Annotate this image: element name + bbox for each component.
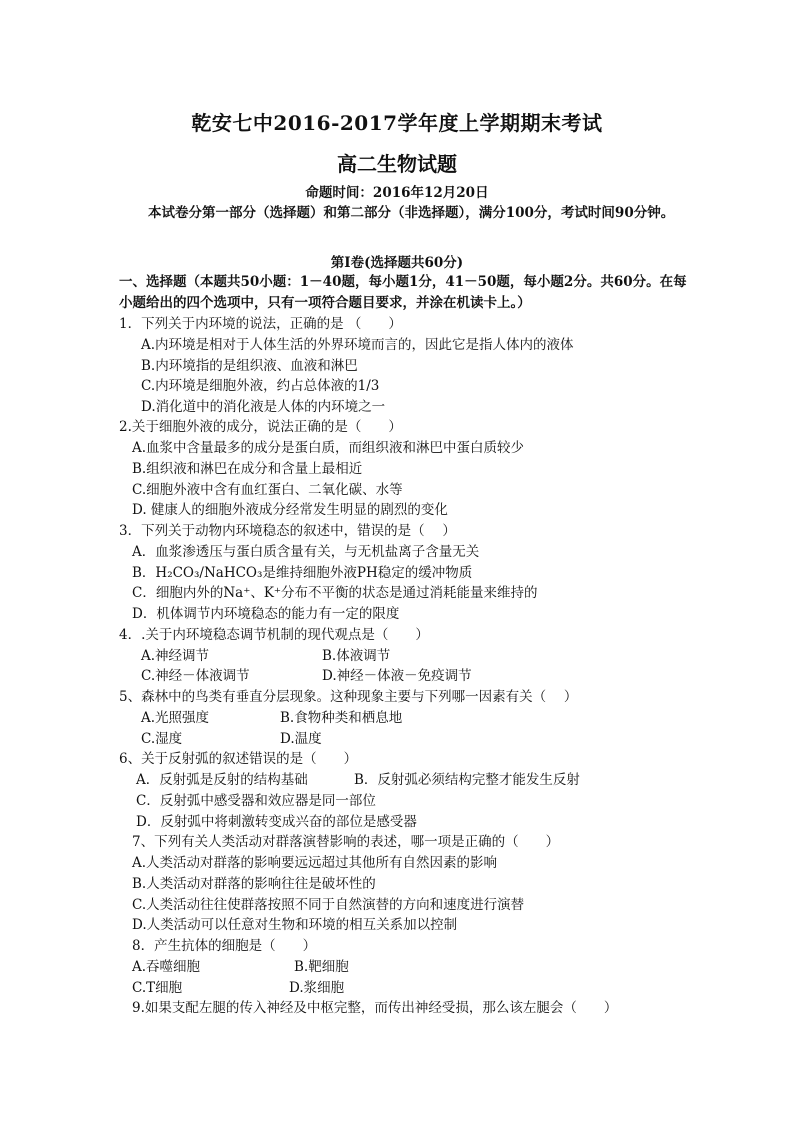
exam-title: 乾安七中2016-2017学年度上学期期末考试 <box>191 111 603 135</box>
question-option: D. 健康人的细胞外液成分经常发生明显的剧烈的变化 <box>132 502 448 518</box>
section-instructions: 一、选择题（本题共50小题：1－40题，每小题1分，41－50题，每小题2分。共60分。在每小题给出的四个选项中，只有一项符合题目要求，并涂在机读卡上。） <box>119 274 687 311</box>
question-option: C.T细胞 <box>132 980 183 996</box>
question-option: D．反射弧中将刺激转变成兴奋的部位是感受器 <box>136 814 417 830</box>
exam-subtitle: 高二生物试题 <box>337 152 457 176</box>
question-option: D.消化道中的消化液是人体的内环境之一 <box>141 399 386 415</box>
question-option: D.神经－体液－免疫调节 <box>322 668 472 684</box>
question-stem: 9.如果支配左腿的传入神经及中枢完整，而传出神经受损，那么该左腿会（ ） <box>132 1000 618 1016</box>
question-option: B.食物种类和栖息地 <box>280 710 403 726</box>
question-option: B.内环境指的是组织液、血液和淋巴 <box>141 358 358 374</box>
question-option: A.内环境是相对于人体生活的外界环境而言的，因此它是指人体内的液体 <box>141 337 574 353</box>
question-option: C.内环境是细胞外液，约占总体液的1/3 <box>141 378 380 394</box>
question-option: D.人类活动可以任意对生物和环境的相互关系加以控制 <box>132 917 458 933</box>
question-option: C.人类活动往往使群落按照不同于自然演替的方向和速度进行演替 <box>132 897 525 913</box>
question-option: A.光照强度 <box>141 710 210 726</box>
question-option: A.吞噬细胞 <box>132 959 201 975</box>
exam-intro: 本试卷分第一部分（选择题）和第二部分（非选择题），满分100分，考试时间90分钟。 <box>148 205 675 221</box>
question-option: B．H₂CO₃/NaHCO₃是维持细胞外液PH稳定的缓冲物质 <box>132 565 473 581</box>
exam-time: 命题时间：2016年12月20日 <box>305 185 489 201</box>
question-stem: 7、下列有关人类活动对群落演替影响的表述，哪一项是正确的（ ） <box>132 834 560 850</box>
question-option: B.组织液和淋巴在成分和含量上最相近 <box>132 461 363 477</box>
question-stem: 3．下列关于动物内环境稳态的叙述中，错误的是（ ） <box>119 523 456 539</box>
question-option: C.湿度 <box>141 731 183 747</box>
question-stem: 6、关于反射弧的叙述错误的是（ ） <box>119 751 358 767</box>
question-option: B.体液调节 <box>322 648 391 664</box>
section-title: 第I卷(选择题共60分) <box>330 255 464 271</box>
question-option: A．反射弧是反射的结构基础 <box>136 772 308 788</box>
question-option: C．细胞内外的Na⁺、K⁺分布不平衡的状态是通过消耗能量来维持的 <box>132 585 538 601</box>
question-option: C.神经－体液调节 <box>141 668 250 684</box>
question-option: B.靶细胞 <box>294 959 349 975</box>
question-option: A.神经调节 <box>141 648 210 664</box>
question-option: A.血浆中含量最多的成分是蛋白质，而组织液和淋巴中蛋白质较少 <box>132 440 525 456</box>
question-stem: 8．产生抗体的细胞是（ ） <box>132 938 317 954</box>
question-stem: 2.关于细胞外液的成分，说法正确的是（ ） <box>119 419 402 435</box>
question-option: D.浆细胞 <box>289 980 345 996</box>
question-option: D．机体调节内环境稳态的能力有一定的限度 <box>132 606 400 622</box>
question-option: C.细胞外液中含有血红蛋白、二氧化碳、水等 <box>132 482 403 498</box>
question-option: A.人类活动对群落的影响要远远超过其他所有自然因素的影响 <box>132 855 498 871</box>
question-option: D.温度 <box>280 731 322 747</box>
question-option: B.人类活动对群落的影响往往是破坏性的 <box>132 876 376 892</box>
question-stem: 1．下列关于内环境的说法，正确的是 （ ） <box>119 316 402 332</box>
question-stem: 5、森林中的鸟类有垂直分层现象。这种现象主要与下列哪一因素有关（ ） <box>119 689 578 705</box>
question-stem: 4．.关于内环境稳态调节机制的现代观点是（ ） <box>119 627 429 643</box>
question-option: A．血浆渗透压与蛋白质含量有关，与无机盐离子含量无关 <box>132 544 480 560</box>
question-option: C．反射弧中感受器和效应器是同一部位 <box>136 793 376 809</box>
question-option: B．反射弧必须结构完整才能发生反射 <box>354 772 580 788</box>
